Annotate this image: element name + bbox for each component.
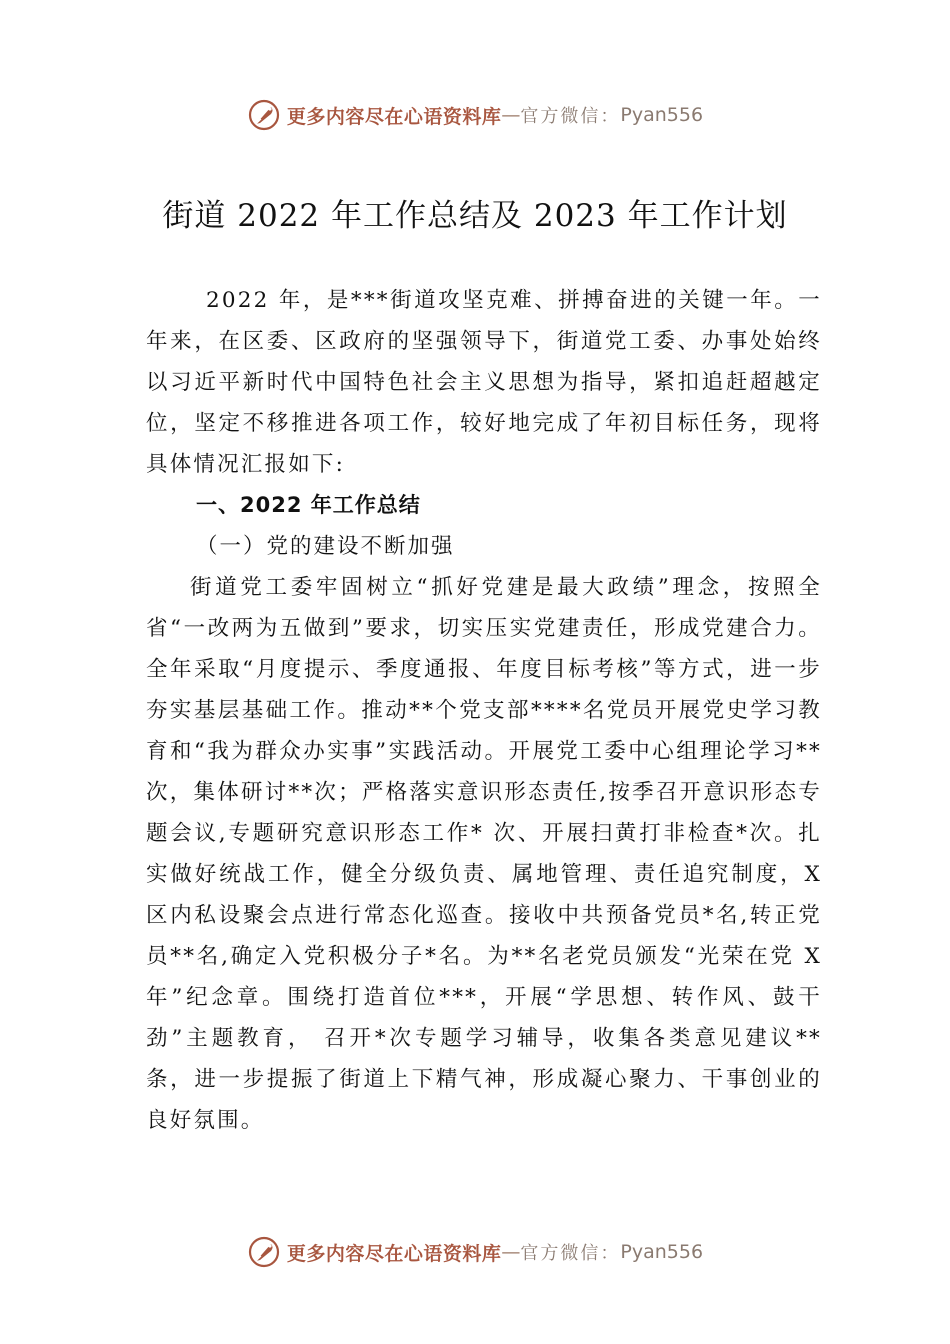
intro-paragraph: 2022 年，是***街道攻坚克难、拼搏奋进的关键一年。一年来，在区委、区政府的坚强领导下，街道党工委、办事处始终以习近平新时代中国特色社会主义思想为指导，紧扣追赶超越定位，坚定不移推进各项工作，较好地完成了年初目标任务，现将具体情况汇报如下: (146, 288, 822, 477)
feather-pen-seal-icon (247, 1235, 281, 1269)
document-body (146, 280, 822, 1141)
watermark-main-text: 更多内容尽在心语资料库 (286, 1242, 502, 1265)
watermark-label: 官方微信： (520, 106, 621, 127)
watermark-wechat-id: Pyan556 (620, 1241, 704, 1263)
watermark-separator: — (501, 104, 521, 126)
section-heading: 一、2022 年工作总结 (196, 493, 421, 517)
subsection-heading: （一）党的建设不断加强 (196, 534, 455, 559)
subsection-paragraph: 街道党工委牢固树立“抓好党建是最大政绩”理念，按照全省“一改两为五做到”要求，切实压实党建责任，形成党建合力。全年采取“月度提示、季度通报、年度目标考核”等方式，进一步夯实基层基础工作。推动**个党支部****名党员开展党史学习教育和“我为群众办实事”实践活动。开展党工委中心组理论学习**次，集体研讨**次；严格落实意识形态责任,按季召开意识形态专题会议,专题研究意识形态工作* 次、开展扫黄打非检查*次。扎实做好统战工作，健全分级负责、属地管理、责任追究制度，X 区内私设聚会点进行常态化巡查。接收中共预备党员*名,转正党员**名,确定入党积极分子*名。为**名老党员颁发“光荣在党 X 年”纪念章。围绕打造首位***，开展“学思想、转作风、鼓干劲”主题教育， 召开*次专题学习辅导，收集各类意见建议**条，进一步提振了街道上下精气神，形成凝心聚力、干事创业的良好氛围。 (146, 575, 822, 1133)
watermark-header (0, 95, 950, 135)
watermark-wechat-id: Pyan556 (620, 104, 704, 126)
document-title: 街道 2022 年工作总结及 2023 年工作计划 (162, 198, 788, 234)
watermark-footer (0, 1232, 950, 1272)
watermark-main-text: 更多内容尽在心语资料库 (286, 105, 502, 128)
feather-pen-seal-icon (247, 98, 281, 132)
watermark-label: 官方微信： (520, 1243, 621, 1264)
watermark-separator: — (501, 1241, 521, 1263)
